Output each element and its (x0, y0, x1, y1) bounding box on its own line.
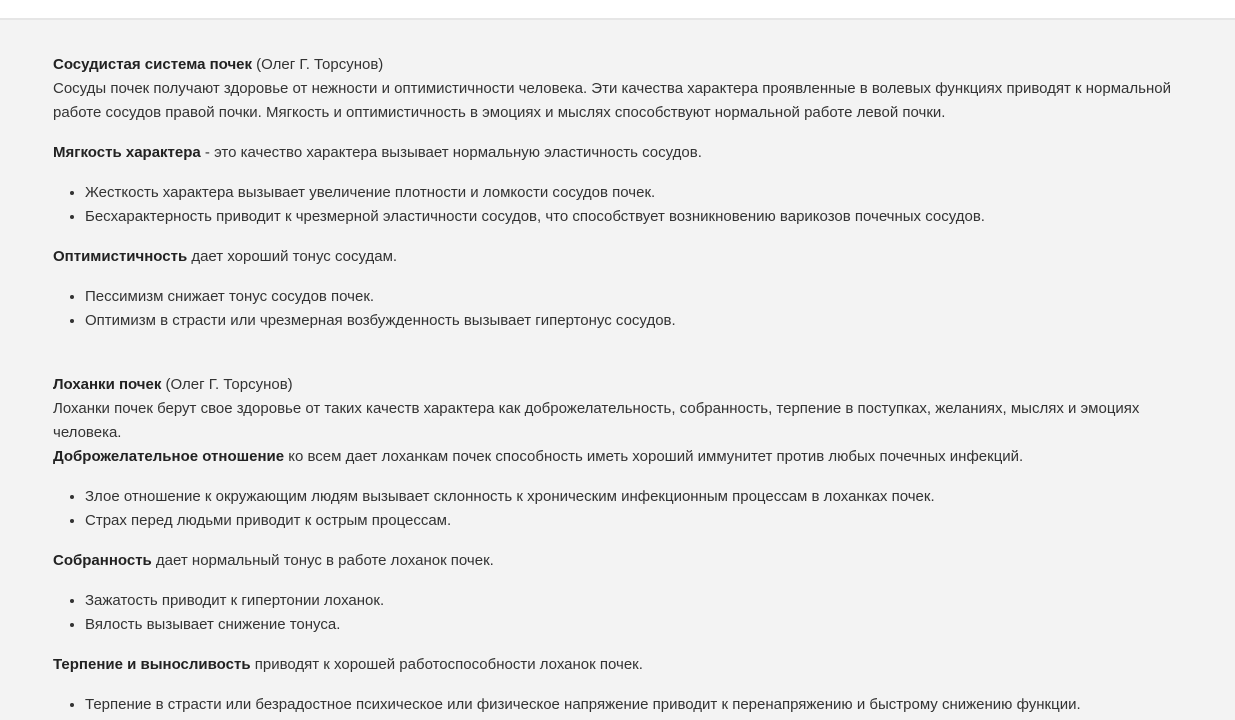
list-patience (53, 693, 1193, 717)
list-item: • Оптимизм в страсти или чрезмерная возбужденность вызывает гипертонус сосудов. (85, 309, 1193, 333)
section-title: Лоханки почек (53, 376, 162, 393)
list-item: • Злое отношение к окружающим людям вызывает склонность к хроническим инфекционным процессам в лоханках почек. (85, 485, 1193, 509)
section-intro: Лоханки почек берут свое здоровье от таких качеств характера как доброжелательность, собранность, терпение в поступках, желаниях, мыслях и эмоциях человека. (53, 400, 1140, 441)
paragraph-goodwill: Доброжелательное отношение ко всем дает лоханкам почек способность иметь хороший иммунитет против любых почечных инфекций. (53, 448, 1024, 465)
list-optimism (53, 285, 1193, 333)
term-composure: Собранность (53, 552, 152, 569)
list-item: • Бесхарактерность приводит к чрезмерной эластичности сосудов, что способствует возникновению варикозов почечных сосудов. (85, 205, 1193, 229)
list-composure (53, 589, 1193, 637)
list-item: • Пессимизм снижает тонус сосудов почек. (85, 285, 1193, 309)
term-optimism: Оптимистичность (53, 248, 188, 265)
paragraph-softness: Мягкость характера - это качество характера вызывает нормальную эластичность сосудов. (53, 144, 702, 161)
list-item: • Вялость вызывает снижение тонуса. (85, 613, 1193, 637)
article-content (53, 53, 1193, 717)
list-item: • Жесткость характера вызывает увеличение плотности и ломкости сосудов почек. (85, 181, 1193, 205)
paragraph-optimism: Оптимистичность дает хороший тонус сосудам. (53, 248, 398, 265)
section-author: (Олег Г. Торсунов) (252, 56, 384, 73)
list-item: • Терпение в страсти или безрадостное психическое или физическое напряжение приводит к перенапряжению и быстрому снижению функции. (85, 693, 1193, 717)
paragraph-patience: Терпение и выносливость приводят к хорошей работоспособности лоханок почек. (53, 656, 643, 673)
list-goodwill (53, 485, 1193, 533)
list-item: • Зажатость приводит к гипертонии лоханок. (85, 589, 1193, 613)
top-bar (0, 0, 1235, 20)
term-patience: Терпение и выносливость (53, 656, 251, 673)
paragraph-composure: Собранность дает нормальный тонус в работе лоханок почек. (53, 552, 494, 569)
section-author: (Олег Г. Торсунов) (161, 376, 293, 393)
section-title: Сосудистая система почек (53, 56, 253, 73)
term-goodwill: Доброжелательное отношение (53, 448, 285, 465)
term-softness: Мягкость характера (53, 144, 201, 161)
list-item: • Страх перед людьми приводит к острым процессам. (85, 509, 1193, 533)
list-softness (53, 181, 1193, 229)
section-heading-pelvis (53, 373, 1193, 397)
section-heading-vessels (53, 53, 1193, 77)
section-intro: Сосуды почек получают здоровье от нежности и оптимистичности человека. Эти качества характера проявленные в волевых функциях приводят к нормальной работе сосудов правой почки. Мягкость и оптимистичность в эмоциях и мыслях способствуют нормальной работе левой почки. (53, 80, 1171, 121)
